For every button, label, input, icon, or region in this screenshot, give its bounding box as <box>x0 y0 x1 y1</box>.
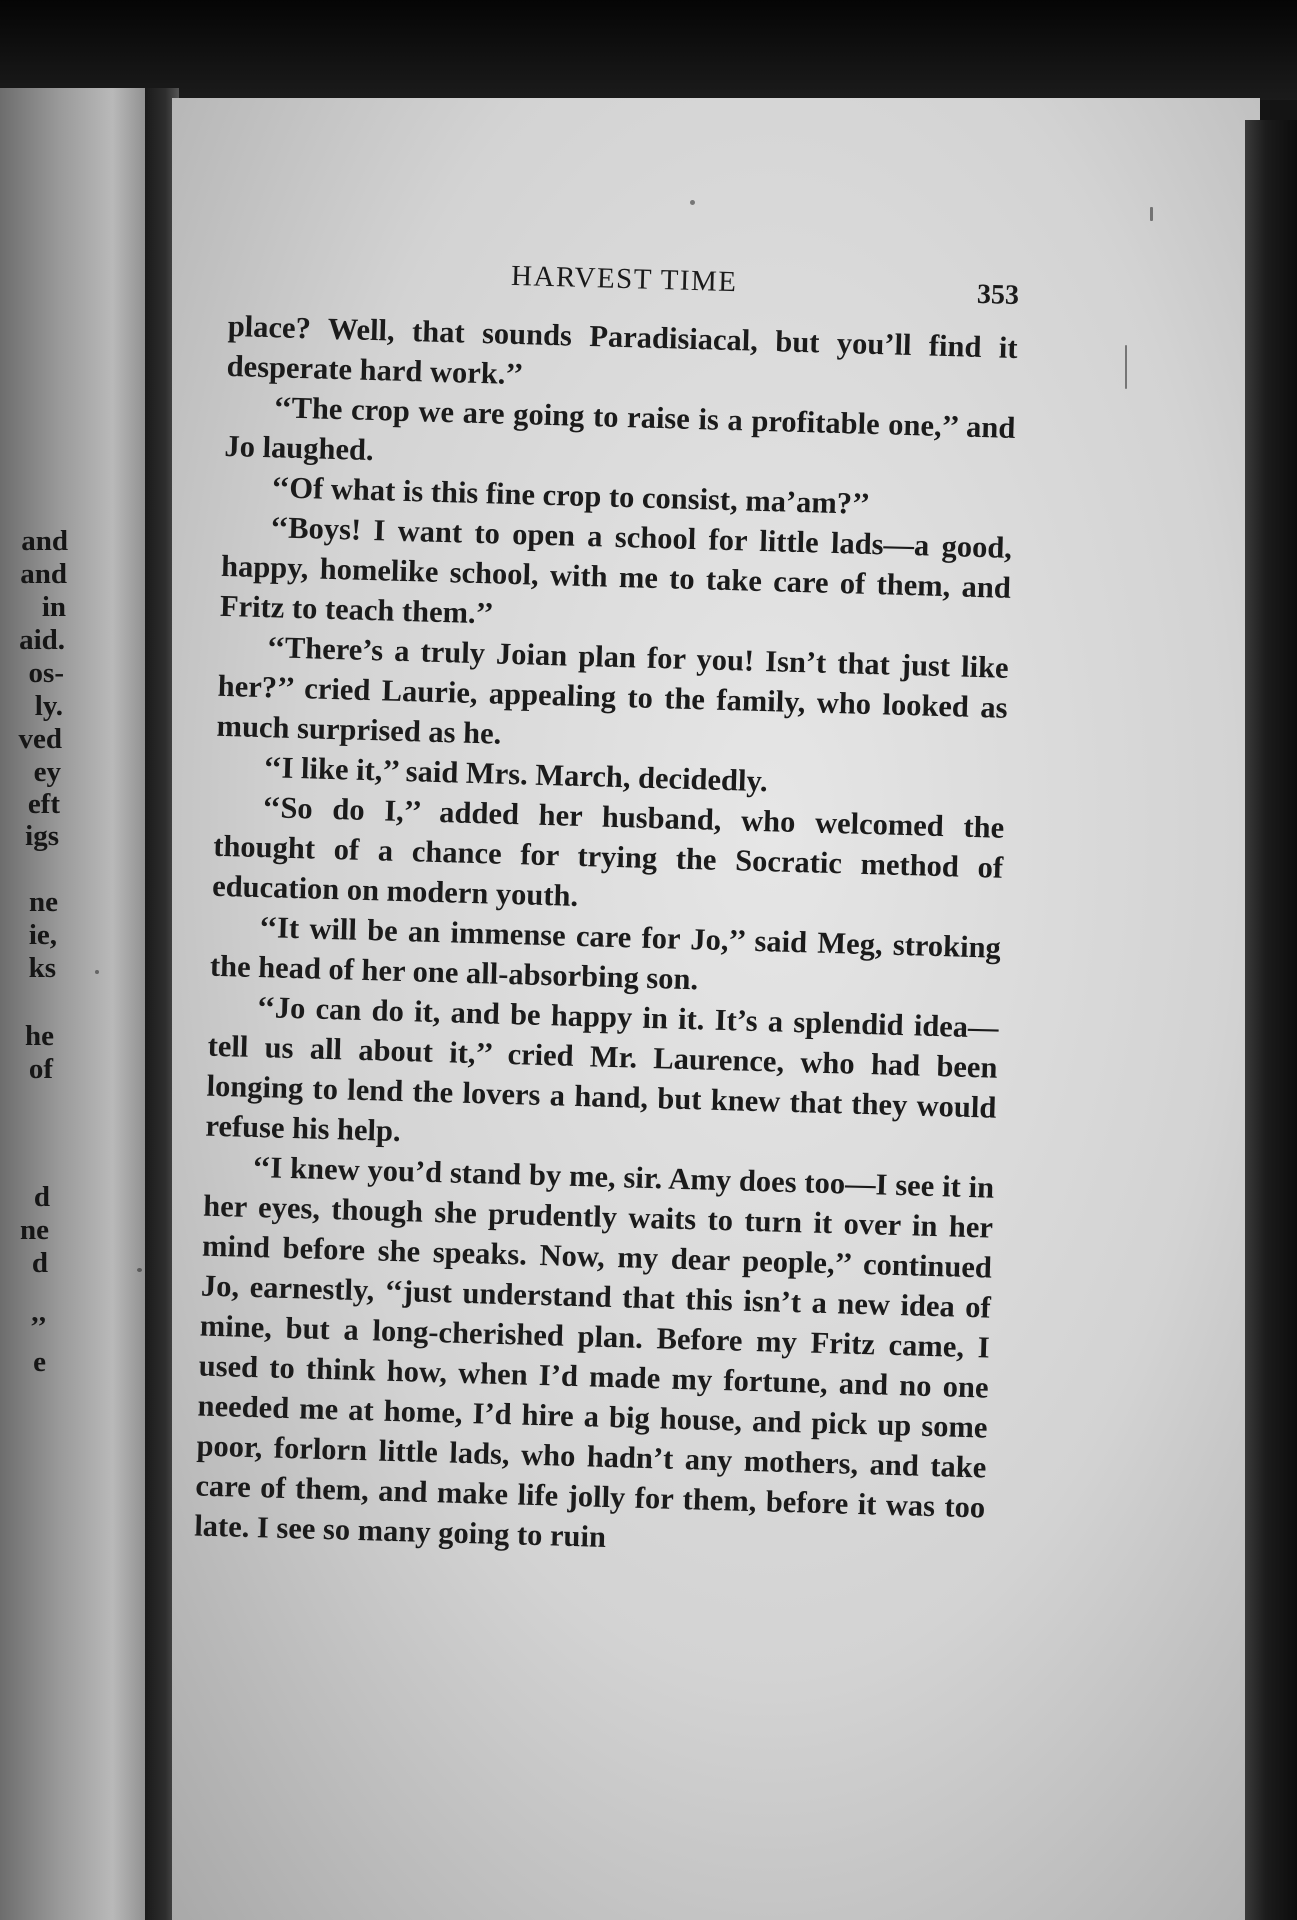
left-fragment: e <box>33 1346 46 1378</box>
left-fragment: ks <box>28 952 56 984</box>
scan-speck <box>1125 345 1127 389</box>
left-fragment: ne <box>29 886 58 918</box>
left-page-fragments <box>0 88 150 1920</box>
left-fragment: of <box>28 1053 53 1085</box>
left-fragment: ey <box>33 756 61 788</box>
left-fragment: d <box>33 1181 50 1213</box>
paragraph: ‘‘The crop we are going to raise is a profitable one,’’ and Jo laughed. <box>224 390 1016 468</box>
paragraph: ‘‘So do I,’’ added her husband, who welcomed the thought of a chance for trying the Socratic method of education on modern youth. <box>211 790 1005 913</box>
page-number: 353 <box>976 278 1020 312</box>
left-fragment: ved <box>18 723 62 755</box>
left-fragment: aid. <box>19 624 65 656</box>
paragraph: ‘‘Jo can do it, and be happy in it. It’s a splendid idea—tell us all about it,’’ cried Mr. Laurence, who had been longing to lend the lovers a hand, but knew that they would refuse his help. <box>205 990 1000 1149</box>
paragraph: ‘‘There’s a truly Joian plan for you! Isn’t that just like her?’’ cried Laurie, appealing to the family, who looked as much surprised as he. <box>216 630 1010 751</box>
scan-speck <box>1150 207 1153 221</box>
paragraph: ‘‘Of what is this fine crop to consist, ma’am?’’ <box>270 470 871 521</box>
page-edge-shadow <box>1245 120 1297 1920</box>
left-fragment: he <box>25 1020 54 1052</box>
scan-speck <box>95 970 99 974</box>
left-fragment: eft <box>27 788 60 820</box>
left-fragment: os- <box>28 657 64 689</box>
left-page-edge <box>0 88 150 1920</box>
scan-speck <box>690 200 695 205</box>
left-fragment: and <box>21 525 68 557</box>
left-fragment: ly. <box>34 690 63 722</box>
left-fragment: ie, <box>28 919 57 951</box>
body-text <box>194 306 1018 1568</box>
left-fragment: and <box>20 558 67 590</box>
page-content <box>194 244 1020 1568</box>
left-fragment: ne <box>20 1214 49 1246</box>
paragraph: ‘‘I knew you’d stand by me, sir. Amy does too—I see it in her eyes, though she prudently waits to turn it over in her mind before she speaks. Now, my dear people,’’ continued Jo, earnestly, ‘‘just understand that this isn’t a new idea of mine, but a long-cherished plan. Before my Fritz came, I used to think how, when I’d made my fortune, and no one needed me at home, I’d hire a big house, and pick up some poor, forlorn little lads, who hadn’t any mothers, and take care of them, and make life jolly for them, before it was too late. I see so many going to ruin <box>193 1149 995 1554</box>
scan-top-border <box>0 0 1297 100</box>
left-fragment: ’’ <box>29 1311 47 1343</box>
left-fragment: in <box>41 591 66 623</box>
scan-speck <box>137 1268 142 1272</box>
left-fragment: d <box>31 1247 48 1279</box>
paragraph: ‘‘Boys! I want to open a school for little lads—a good, happy, homelike school, with me to take care of them, and Fritz to teach them.’’ <box>219 510 1013 631</box>
left-fragment: igs <box>25 820 59 852</box>
paragraph: place? Well, that sounds Paradisiacal, but you’ll find it desperate hard work.’’ <box>226 308 1019 392</box>
paragraph: ‘‘It will be an immense care for Jo,’’ said Meg, stroking the head of her one all-absorbing son. <box>209 910 1002 997</box>
paragraph: ‘‘I like it,’’ said Mrs. March, decidedly. <box>263 750 769 799</box>
running-head: HARVEST TIME <box>510 259 738 299</box>
